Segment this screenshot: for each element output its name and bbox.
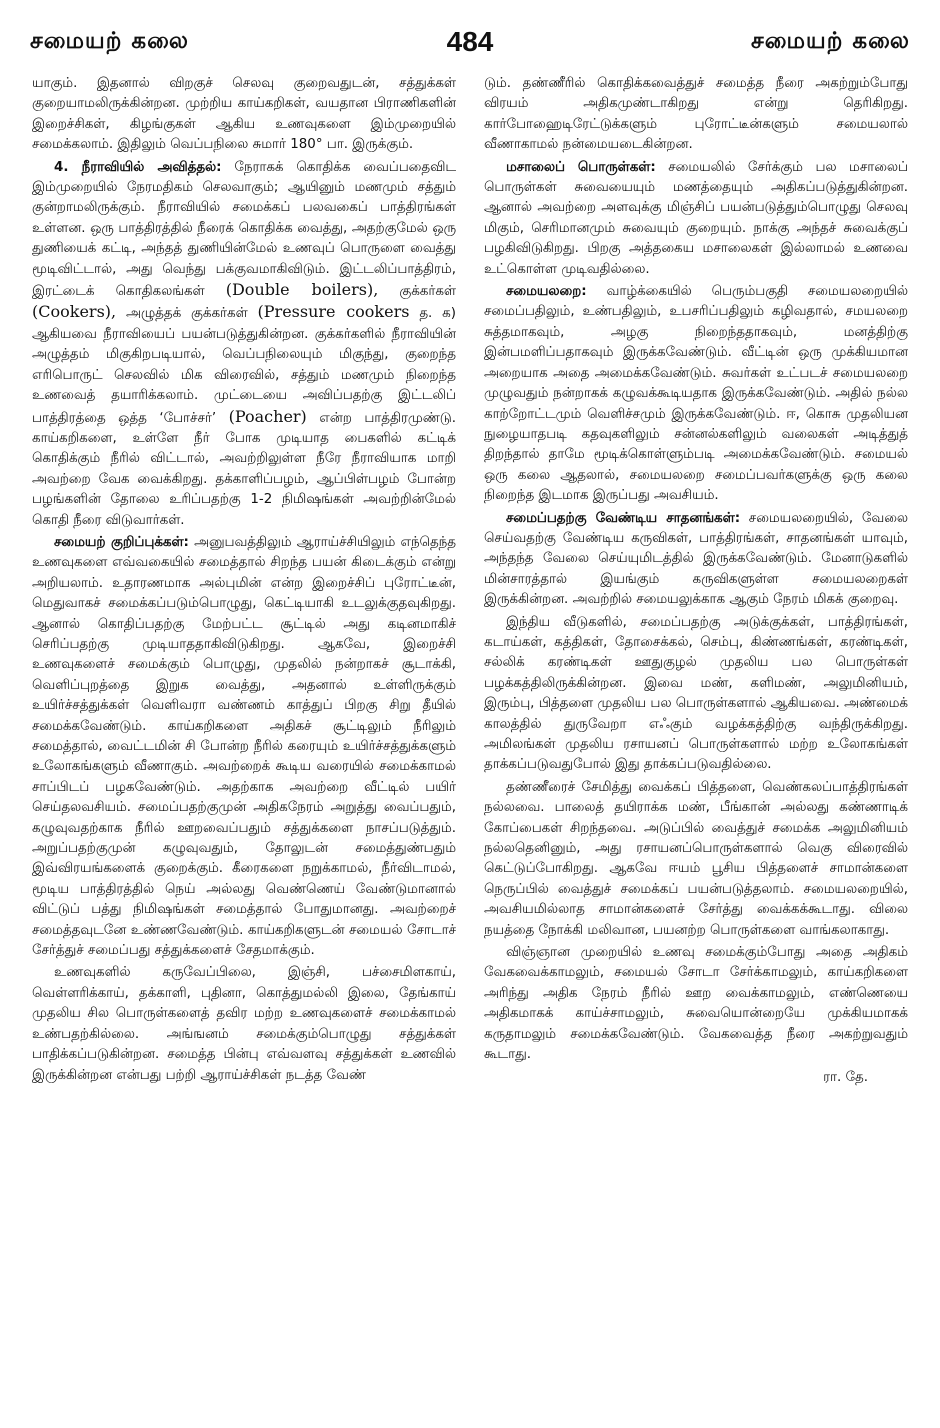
- paragraph: விஞ்ஞான முறையில் உணவு சமைக்கும்போது அதை அதிகம் வேகவைக்காமலும், சமையல் சோடா சேர்க்காமலும், காய்கறிகளை அரிந்து அதிக நேரம் நீரில் ஊற வைக்காமலும், எண்ணெயை அதிகமாகக் காய்ச்சாமலும், சுவையொன்றையே முக்கியமாகக் கருதாமலும் சமைக்கவேண்டும். வேகவைத்த நீரை அகற்றுவதும் கூடாது.: [484, 945, 908, 1063]
- left-column: [32, 74, 456, 1414]
- page-number: 484: [446, 26, 494, 57]
- paragraph-cooking-tips: [32, 533, 456, 962]
- english-term: (Pressure cookers: [257, 302, 410, 322]
- paragraph-text: அனுபவத்திலும் ஆராய்ச்சியிலும் எந்தெந்த உணவுகளை எவ்வகையில் சமைத்தால் சிறந்த பயன் கிடைக்கும் என்று அறியலாம். உதாரணமாக அல்புமின் என்ற இறைச்சிப் புரோட்டீன், மெதுவாகச் சமைக்கப்படும்பொழுது, கெட்டியாகி உடலுக்குதவுகிறது. ஆனால் கொதிப்பதற்கு மேற்பட்ட சூட்டில் அது கடினமாகிச் செரிப்பதற்கு முடியாததாகிவிடுகிறது. ஆகவே, இறைச்சி உணவுகளைச் சமைக்கும் பொழுது, முதலில் நன்றாகச் சூடாக்கி, வெளிப்புறத்தை இறுக வைத்து, அதனால் உள்ளிருக்கும் உயிர்ச்சத்துக்கள் வெளிவரா வண்ணம் காத்துப் பிறகு சிறு தீயில் சமைக்கவேண்டும். காய்கறிகளை அதிகச் சூட்டிலும் நீரிலும் சமைத்தால், வைட்டமின் சி போன்ற நீரில் கரையும் உயிர்ச்சத்துக்களும் உலோகங்களும் வீணாகும். அவற்றைக் கூடிய வரையில் சமைக்காமல் சாப்பிடப் பழகவேண்டும். அதற்காக அவற்றை வீட்டில் பயிர் செய்தலவசியம். சமைப்பதற்குமுன் அதிகநேரம் அறுத்து வைப்பதும், கழுவுவதற்காக நீரில் ஊறவைப்பதும் சத்துக்களை நாசப்படுத்தும். அறுப்பதற்குமுன் கழுவுவதும், தோலுடன் சமைத்துண்பதும் இவ்விரயங்களைக் குறைக்கும். கீரைகளை நறுக்காமல், நீர்விடாமல், மூடிய பாத்திரத்தில் நெய் அல்லது வெண்ணெய் வேண்டுமானால் விட்டுப் பத்து நிமிஷங்கள் சமைத்தால் போதுமானது. அவற்றைச் சமைத்தவுடனே உண்ணவேண்டும். காய்கறிகளுடன் சமையல் சோடாச் சேர்த்துச் சமைப்பது சத்துக்களைச் சேதமாக்கும்.: [32, 534, 456, 959]
- paragraph: தண்ணீரைச் சேமித்து வைக்கப் பித்தளை, வெண்கலப்பாத்திரங்கள் நல்லவை. பாலைத் தயிராக்க மண், பீங்கான் அல்லது கண்ணாடிக் கோப்பைகள் சிறந்தவை. அடுப்பில் வைத்துச் சமைக்க அலுமினியம் நல்லதெனினும், அது ரசாயனப்பொருள்களால் வெகு விரைவில் கெட்டுப்போகிறது. ஆகவே ஈயம் பூசிய பித்தளைச் சாமான்களை நெருப்பில் வைத்துச் சமைக்கப் பயன்படுத்தலாம். சமையலறையில், அவசியமில்லாத சாமான்களைச் சேர்த்து வைக்கக்கூடாது. விலை நயத்தை நோக்கி மலிவான, பயனற்ற பொருள்களை வாங்கலாகாது.: [484, 779, 908, 938]
- paragraph-text: த. க) ஆகியவை நீராவியைப் பயன்படுத்துகின்றன. குக்கர்களில் நீராவியின் அழுத்தம் மிகுகிறபடியால், வெப்பநிலையும் மிகுந்து, குறைந்த எரிபொருட் செலவில் மிக விரைவில், சத்தும் மணமும் நிறைந்த உணவைத் தயாரிக்கலாம். முட்டையை அவிப்பதற்கு இட்டலிப் பாத்திரத்தை ஒத்த ‘போச்சர்’: [32, 306, 456, 426]
- english-term: (Poacher): [228, 406, 307, 426]
- running-title-left: சமையற் கலை: [30, 28, 189, 54]
- paragraph-kitchen: [484, 282, 908, 506]
- running-title-right: சமையற் கலை: [751, 28, 910, 54]
- paragraph-text: என்ற பாத்திரமுண்டு. காய்கறிகளை, உள்ளே நீர் போக முடியாத பைகளில் கட்டிக் கொதிக்கும் நீரில் விட்டால், அவற்றிலுள்ள நீரே நீராவியாக மாறி அவற்றை வேக வைக்கிறது. தக்காளிப்பழம், ஆப்பிள்பழம் போன்ற பழங்களின் தோலை உரிப்பதற்கு 1-2 நிமிஷங்கள் அவற்றின்மேல் கொதி நீரை விடுவார்கள்.: [32, 410, 456, 528]
- english-term: (Cookers),: [32, 302, 117, 322]
- page-header: [0, 0, 940, 70]
- author-signature: ரா. தே.: [823, 1069, 868, 1085]
- section-lead-kitchen: சமையலறை:: [506, 284, 587, 300]
- paragraph-text: சமையலில் சேர்க்கும் பல மசாலைப் பொருள்கள் சுவையையும் மணத்தையும் அதிகப்படுத்துகின்றன. ஆனால் அவற்றை அளவுக்கு மிஞ்சிப் பயன்படுத்தும்பொழுது செலவு மிகும், செரிமானமும் சுவையும் குறையும். நாக்கு அந்தச் சுவைக்குப் பழகிவிடுகிறது. பிறகு அத்தகைய மசாலைகள் இல்லாமல் உணவை உட்கொள்ள முடிவதில்லை.: [484, 159, 908, 277]
- paragraph-text: குக்கர்கள்: [399, 284, 456, 300]
- paragraph-spices: [484, 158, 908, 280]
- paragraph-text: அழுத்தக் குக்கர்கள்: [125, 306, 248, 322]
- section-lead-equipment: சமைப்பதற்கு வேண்டிய சாதனங்கள்:: [506, 510, 741, 526]
- paragraph: இந்திய வீடுகளில், சமைப்பதற்கு அடுக்குக்கள், பாத்திரங்கள், கடாய்கள், கத்திகள், தோசைக்கல், செம்பு, கிண்ணங்கள், கரண்டிகள், சல்லிக் கரண்டிகள் ஊதுகுழல் முதலிய பல பொருள்கள் பழக்கத்திலிருக்கின்றன. இவை மண், களிமண், அலுமினியம், இரும்பு, பித்தளை முதலிய பல பொருள்களால் ஆகியவை. அண்மைக் காலத்தில் துருவேறா எஃகும் வழக்கத்திற்கு வந்திருக்கிறது. அமிலங்கள் முதலிய ரசாயனப் பொருள்களால் மற்ற உலோகங்கள் தாக்கப்படுவதுபோல் இது தாக்கப்படுவதில்லை.: [484, 614, 908, 773]
- paragraph: டும். தண்ணீரில் கொதிக்கவைத்துச் சமைத்த நீரை அகற்றும்போது விரயம் அதிகமுண்டாகிறது என்று தெரிகிறது. கார்போஹைடிரேட்டுக்களும் புரோட்டீன்களும் சமையலால் வீணாகாமல் நன்மையடைகின்றன.: [484, 76, 908, 153]
- paragraph-steaming: [32, 158, 456, 531]
- paragraph-text: நேராகக் கொதிக்க வைப்பதைவிட இம்முறையில் நேரமதிகம் செலவாகும்; ஆயினும் மணமும் சத்தும் குன்றாமலிருக்கும். நீராவியில் சமைக்கப் பலவகைப் பாத்திரங்கள் உள்ளன. ஒரு பாத்திரத்தில் நீரைக் கொதிக்க வைத்து, அதற்குமேல் ஒரு துணியைக் கட்டி, அந்தத் துணியின்மேல் உணவுப் பொருளை வைத்து மூடிவிட்டால், அது வெந்து பக்குவமாகிவிடும். இட்டலிப்பாத்திரம், இரட்டைக் கொதிகலங்கள்: [32, 159, 456, 300]
- english-term: (Double boilers),: [225, 280, 379, 300]
- paragraph: யாகும். இதனால் விறகுச் செலவு குறைவதுடன், சத்துக்கள் குறையாமலிருக்கின்றன. முற்றிய காய்கறிகள், வயதான பிராணிகளின் இறைச்சிகள், கிழங்குகள் ஆகிய உணவுகளை இம்முறையில் சமைக்கலாம். இதிலும் வெப்பநிலை சுமார் 180° பா. இருக்கும்.: [32, 76, 456, 153]
- section-lead-spices: மசாலைப் பொருள்கள்:: [506, 159, 656, 175]
- right-column: [484, 74, 908, 1414]
- paragraph-text: வாழ்க்கையில் பெரும்பகுதி சமையலறையில் சமைப்பதிலும், உண்பதிலும், உபசரிப்பதிலும் கழிவதால், சமயலறை சுத்தமாகவும், அழகு நிறைந்ததாகவும், மனத்திற்கு இன்பமளிப்பதாகவும் இருக்கவேண்டும். வீட்டின் ஒரு முக்கியமான அறையாக அதை அமைக்கவேண்டும். சுவர்கள் உட்படச் சமையலறை முழுவதும் நன்றாகக் கழுவக்கூடியதாக இருக்கவேண்டும். அதில் நல்ல காற்றோட்டமும் வெளிச்சமும் இருக்கவேண்டும். ஈ, கொசு முதலியன நுழையாதபடி கதவுகளிலும் சன்னல்களிலும் வலைகள் அடித்துத் திறந்தால் தாமே மூடிக்கொள்ளும்படி அமைக்கவேண்டும். சமையல் ஒரு கலை ஆதலால், சமையலறை சமைப்பவர்களுக்கு ஒரு கலை நிறைந்த இடமாக இருப்பது அவசியம்.: [484, 284, 908, 504]
- paragraph-text: சமையலறையில், வேலை செய்வதற்கு வேண்டிய கருவிகள், பாத்திரங்கள், சாதனங்கள் யாவும், அந்தந்த வேலை செய்யுமிடத்தில் இருக்கவேண்டும். மேனாடுகளில் மின்சாரத்தால் இயங்கும் கருவிகளுள்ள சமையலறைகள் இருக்கின்றன. அவற்றில் சமையலுக்காக ஆகும் நேரம் மிகக் குறைவு.: [484, 510, 908, 608]
- paragraph-equipment: [484, 509, 908, 611]
- paragraph: உணவுகளில் கருவேப்பிலை, இஞ்சி, பச்சைமிளகாய், வெள்ளரிக்காய், தக்காளி, புதினா, கொத்துமல்லி இலை, தேங்காய் முதலிய சில பொருள்களைத் தவிர மற்ற உணவுகளைச் சமைக்காமல் உண்பதற்கில்லை. அங்ஙனம் சமைக்கும்பொழுது சத்துக்கள் பாதிக்கப்படுகின்றன. சமைத்த பின்பு எவ்வளவு சத்துக்கள் உணவில் இருக்கின்றன என்பது பற்றி ஆராய்ச்சிகள் நடத்த வேண்: [32, 965, 456, 1083]
- section-lead-cooking-tips: சமையற் குறிப்புக்கள்:: [54, 534, 189, 550]
- section-lead-steaming: 4. நீராவியில் அவித்தல்:: [54, 159, 222, 175]
